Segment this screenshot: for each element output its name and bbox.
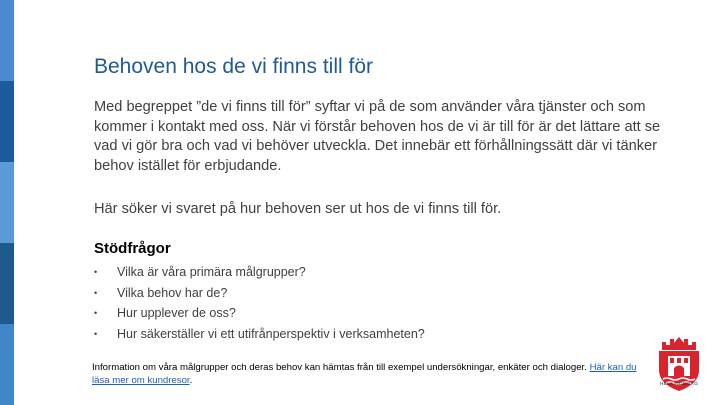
intro-paragraph: Med begreppet ”de vi finns till för” syftar vi på de som använder våra tjänster och som kommer i kontakt med oss. När vi förstår behoven hos de vi är till för är det lättare att se vad vi gör bra och vad vi behöver utveckla. Det innebär ett förhållningssätt där vi tänker behov istället för erbjudande. bbox=[94, 99, 661, 174]
footnote-suffix: . bbox=[189, 374, 193, 386]
logo-wordmark: HELSINGBORG bbox=[659, 382, 699, 387]
bullet-icon: • bbox=[94, 287, 98, 298]
footnote bbox=[92, 362, 647, 387]
bullet-icon: • bbox=[94, 328, 98, 339]
strip-segment bbox=[0, 81, 14, 162]
footnote-text: Information om våra målgrupper och deras behov kan hämtas från till exempel undersökningar, enkäter och dialoger. bbox=[92, 362, 590, 373]
support-questions-heading: Stödfrågor bbox=[94, 240, 171, 257]
customer-journey-link[interactable]: Här kan du läsa mer om kundresor bbox=[92, 362, 637, 386]
list-item-text: Hur säkerställer vi ett utifrånperspektiv i verksamheten? bbox=[117, 326, 425, 341]
page-title: Behoven hos de vi finns till för bbox=[94, 55, 373, 78]
bullet-icon: • bbox=[94, 267, 98, 277]
list-item-text: Vilka behov har de? bbox=[117, 285, 228, 300]
strip-segment bbox=[0, 162, 14, 243]
list-item-text: Vilka är våra primära målgrupper? bbox=[117, 265, 306, 279]
question-line: Här söker vi svaret på hur behoven ser ut hos de vi finns till för. bbox=[94, 201, 502, 217]
strip-segment bbox=[0, 243, 14, 324]
color-strip bbox=[0, 0, 14, 405]
strip-segment bbox=[0, 0, 14, 81]
bullet-icon: • bbox=[94, 308, 98, 318]
strip-segment bbox=[0, 324, 14, 405]
list-item-text: Hur upplever de oss? bbox=[117, 306, 236, 320]
